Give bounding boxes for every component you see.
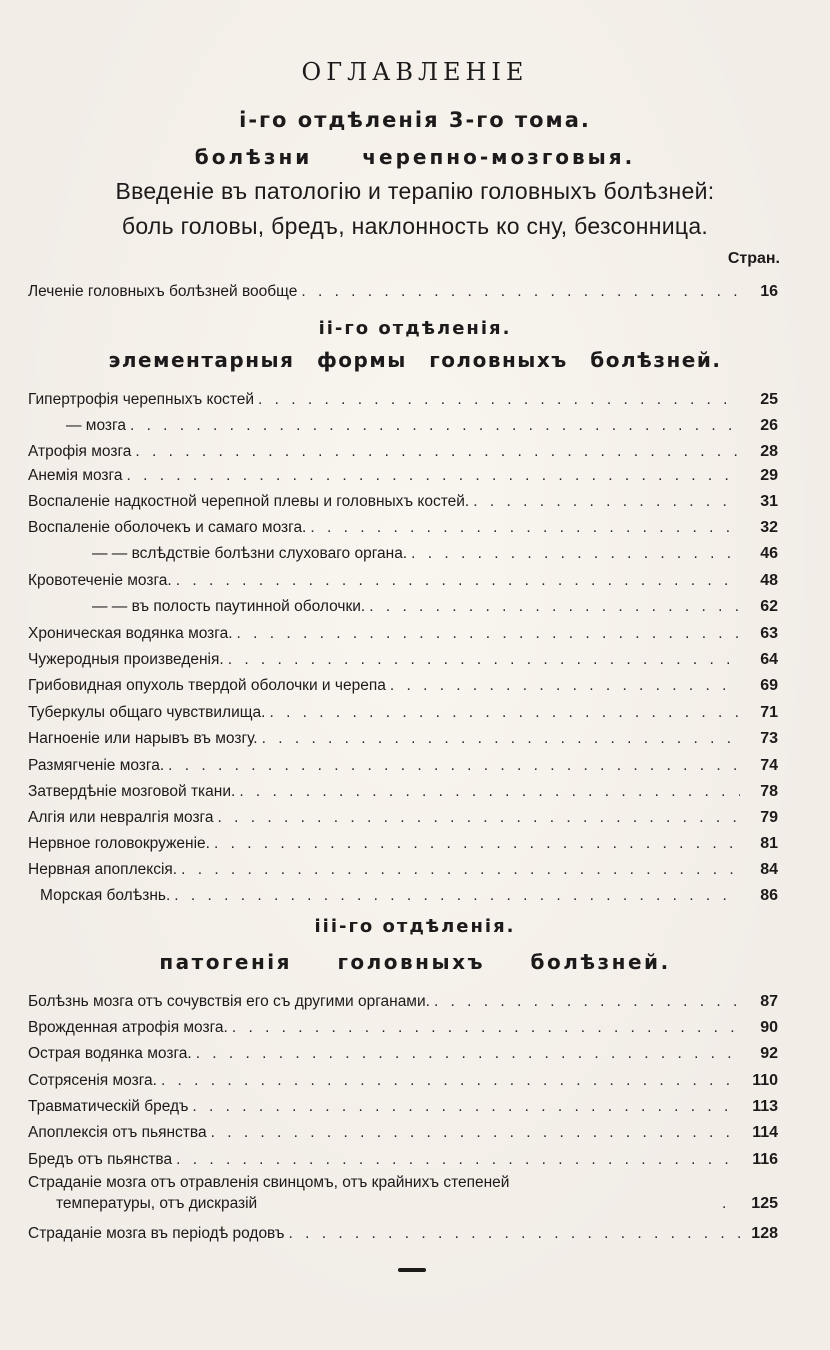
toc-entry-page: 114 bbox=[752, 1124, 778, 1141]
toc-entry[interactable] bbox=[28, 830, 778, 854]
leader-dots bbox=[228, 650, 740, 670]
toc-entry-text: Гипертрофія черепныхъ костей bbox=[28, 391, 255, 408]
toc-entry-page: 78 bbox=[760, 783, 778, 800]
toc-entry-page: 64 bbox=[760, 651, 778, 668]
leader-dots bbox=[135, 442, 740, 462]
toc-entry-text: Нагноеніе или нарывъ въ мозгу. bbox=[28, 730, 258, 747]
section2-subheading: элементарныя формы головныхъ болѣзней. bbox=[108, 348, 722, 372]
toc-entry-page: 84 bbox=[760, 861, 778, 878]
section2-heading: іі-го отдѣленія. bbox=[318, 318, 512, 339]
toc-entry-text: Размягченіе мозга. bbox=[28, 757, 165, 774]
toc-entry[interactable] bbox=[28, 804, 778, 828]
toc-entry-page: 28 bbox=[760, 443, 778, 460]
toc-entry-page: 90 bbox=[760, 1019, 778, 1036]
toc-entry-text: Чужеродныя произведенія. bbox=[28, 651, 224, 668]
leader-dots bbox=[211, 1123, 740, 1143]
toc-entry-page: 116 bbox=[752, 1151, 778, 1168]
section3-subheading: патогенія головныхъ болѣзней. bbox=[159, 950, 671, 974]
leader-dots bbox=[258, 390, 740, 410]
toc-entry-text: Врожденная атрофія мозга. bbox=[28, 1019, 228, 1036]
toc-entry-page: 125 bbox=[751, 1195, 778, 1212]
toc-entry[interactable] bbox=[28, 699, 778, 723]
toc-entry-text: Грибовидная опухоль твердой оболочки и черепа bbox=[28, 677, 386, 694]
toc-entry[interactable] bbox=[28, 882, 778, 906]
leader-dots bbox=[434, 992, 740, 1012]
toc-entry-page: 62 bbox=[760, 598, 778, 615]
toc-entry[interactable] bbox=[28, 620, 778, 644]
toc-entry[interactable] bbox=[28, 412, 778, 436]
toc-entry-text: Страданіе мозга въ періодѣ родовъ bbox=[28, 1225, 285, 1242]
intro-line-1: Введеніе въ патологію и терапію головныхъ болѣзней: bbox=[115, 178, 715, 204]
toc-entry[interactable] bbox=[28, 386, 778, 410]
leader-dots bbox=[239, 782, 740, 802]
toc-entry[interactable] bbox=[28, 593, 778, 617]
toc-entry[interactable] bbox=[28, 1220, 778, 1244]
toc-entry[interactable] bbox=[28, 1040, 778, 1064]
leader-dots bbox=[130, 416, 740, 436]
toc-entry-text: Морская болѣзнь. bbox=[40, 887, 171, 904]
toc-entry-page: 63 bbox=[760, 625, 778, 642]
toc-entry-page: 69 bbox=[760, 677, 778, 694]
toc-entry[interactable] bbox=[28, 438, 778, 462]
toc-entry-text: Сотрясенія мозга. bbox=[28, 1072, 157, 1089]
toc-entry-text-wrapped bbox=[28, 1172, 718, 1214]
toc-entry[interactable] bbox=[28, 1146, 778, 1170]
toc-entry-page: 73 bbox=[760, 730, 778, 747]
leader-dots bbox=[168, 756, 740, 776]
toc-entry-text: Страданіе мозга отъ отравленія свинцомъ, отъ крайнихъ степеней bbox=[28, 1174, 510, 1191]
toc-entry[interactable] bbox=[28, 540, 778, 564]
leader-dots bbox=[181, 860, 740, 880]
toc-entry-page: 48 bbox=[760, 572, 778, 589]
page-column-label: Стран. bbox=[727, 250, 780, 267]
leader-dots bbox=[232, 1018, 740, 1038]
toc-entry[interactable] bbox=[28, 778, 778, 802]
toc-entry[interactable] bbox=[28, 1119, 778, 1143]
toc-entry-text: Леченіе головныхъ болѣзней вообще bbox=[28, 283, 298, 300]
toc-entry[interactable] bbox=[28, 672, 778, 696]
toc-entry-text: Травматическій бредъ bbox=[28, 1098, 189, 1115]
leader-dots bbox=[411, 544, 740, 564]
leader-dots bbox=[196, 1044, 740, 1064]
toc-entry[interactable] bbox=[28, 1170, 778, 1214]
toc-title: ОГЛАВЛЕНІЕ bbox=[301, 58, 529, 86]
toc-entry-text: Анемія мозга bbox=[28, 467, 123, 484]
section1-title: болѣзни черепно-мозговыя. bbox=[194, 145, 636, 169]
toc-entry-page: 16 bbox=[760, 283, 778, 300]
leader-dots bbox=[192, 1097, 740, 1117]
leader-dots bbox=[262, 729, 740, 749]
leader-dots bbox=[390, 676, 740, 696]
toc-entry-page: 92 bbox=[760, 1045, 778, 1062]
toc-entry[interactable] bbox=[28, 462, 778, 486]
toc-entry-page: 110 bbox=[752, 1072, 778, 1089]
toc-entry[interactable] bbox=[28, 646, 778, 670]
toc-entry-page: 71 bbox=[760, 704, 778, 721]
toc-entry-page: 32 bbox=[760, 519, 778, 536]
leader-dots bbox=[174, 886, 740, 906]
leader-dots bbox=[310, 518, 740, 538]
toc-entry-page: 26 bbox=[760, 417, 778, 434]
toc-entry-page: 29 bbox=[760, 467, 778, 484]
leader-dots bbox=[473, 492, 740, 512]
toc-entry[interactable] bbox=[28, 567, 778, 591]
toc-entry-text: Воспаленіе оболочекъ и самаго мозга. bbox=[28, 519, 307, 536]
toc-entry-page: 81 bbox=[760, 835, 778, 852]
volume-heading: і-го отдѣленія 3-го тома. bbox=[239, 108, 591, 132]
toc-entry-text: Воспаленіе надкостной черепной плевы и головныхъ костей. bbox=[28, 493, 470, 510]
leader-dots bbox=[126, 466, 740, 486]
toc-entry-text: Затвердѣніе мозговой ткани. bbox=[28, 783, 236, 800]
toc-entry-page: 79 bbox=[760, 809, 778, 826]
toc-entry-text: Нервная апоплексія. bbox=[28, 861, 178, 878]
toc-entry-page: 128 bbox=[751, 1225, 778, 1242]
toc-entry[interactable] bbox=[28, 988, 778, 1012]
toc-entry-page: 31 bbox=[760, 493, 778, 510]
toc-entry-text: Хроническая водянка мозга. bbox=[28, 625, 233, 642]
toc-entry-text: Болѣзнь мозга отъ сочувствія его съ другими органами. bbox=[28, 993, 430, 1010]
leader-dots bbox=[218, 808, 741, 828]
toc-entry-text: — — въ полость паутинной оболочки. bbox=[92, 598, 366, 615]
toc-entry[interactable] bbox=[28, 856, 778, 880]
toc-entry-text: Кровотеченіе мозга. bbox=[28, 572, 172, 589]
toc-entry-text: Нервное головокруженіе. bbox=[28, 835, 210, 852]
toc-entry-text: Туберкулы общаго чувствилища. bbox=[28, 704, 266, 721]
toc-entry-page: 74 bbox=[760, 757, 778, 774]
leader-dots bbox=[722, 1194, 740, 1214]
toc-entry-text: — мозга bbox=[66, 417, 126, 434]
leader-dots bbox=[288, 1224, 740, 1244]
toc-entry-text: Атрофія мозга bbox=[28, 443, 132, 460]
toc-entry[interactable] bbox=[28, 752, 778, 776]
toc-entry-page: 113 bbox=[752, 1098, 778, 1115]
toc-entry-page: 25 bbox=[760, 391, 778, 408]
leader-dots bbox=[161, 1071, 740, 1091]
intro-line-2: боль головы, бредъ, наклонность ко сну, безсонница. bbox=[121, 213, 709, 239]
toc-entry[interactable] bbox=[28, 278, 778, 302]
toc-entry[interactable] bbox=[28, 1067, 778, 1091]
toc-entry[interactable] bbox=[28, 725, 778, 749]
leader-dots bbox=[369, 597, 740, 617]
leader-dots bbox=[301, 282, 740, 302]
toc-entry[interactable] bbox=[28, 1093, 778, 1117]
toc-entry[interactable] bbox=[28, 1014, 778, 1038]
toc-entry-page: 87 bbox=[760, 993, 778, 1010]
page-end-rule bbox=[398, 1268, 426, 1272]
toc-entry-text: Апоплексія отъ пьянства bbox=[28, 1124, 207, 1141]
toc-entry-text: Острая водянка мозга. bbox=[28, 1045, 192, 1062]
leader-dots bbox=[176, 1150, 740, 1170]
leader-dots bbox=[176, 571, 740, 591]
toc-entry-text: — — вслѣдствіе болѣзни слуховаго органа. bbox=[92, 545, 408, 562]
toc-entry[interactable] bbox=[28, 488, 778, 512]
leader-dots bbox=[269, 703, 740, 723]
section3-heading: ііі-го отдѣленія. bbox=[314, 916, 516, 937]
toc-entry-page: 46 bbox=[760, 545, 778, 562]
toc-entry-text-continued: температуры, отъ дискразій bbox=[56, 1195, 258, 1212]
toc-entry-page: 86 bbox=[760, 887, 778, 904]
leader-dots bbox=[214, 834, 740, 854]
toc-entry-text: Бредъ отъ пьянства bbox=[28, 1151, 173, 1168]
leader-dots bbox=[237, 624, 740, 644]
toc-entry-text: Алгія или невралгія мозга bbox=[28, 809, 214, 826]
toc-entry[interactable] bbox=[28, 514, 778, 538]
